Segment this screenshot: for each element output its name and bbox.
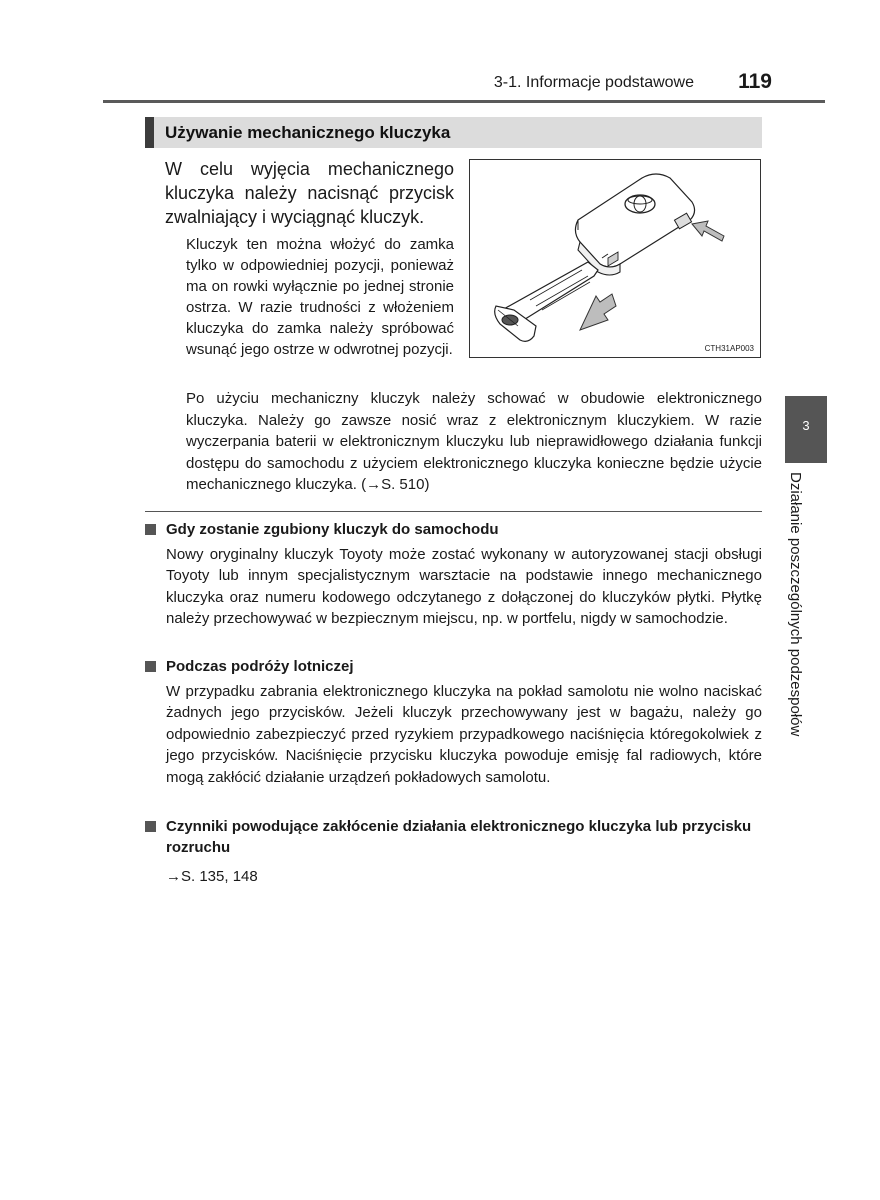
figure-code: CTH31AP003: [704, 344, 754, 353]
square-bullet-icon: [145, 821, 156, 832]
smart-key-fob-icon: [575, 174, 694, 275]
header-rule: [103, 100, 825, 103]
subsection-interference: [145, 816, 765, 887]
running-header: 3-1. Informacje podstawowe: [493, 74, 694, 91]
page-number: 119: [738, 70, 772, 93]
body-paragraph: Po użyciu mechaniczny kluczyk należy schować w obudowie elektronicznego kluczyka. Należy go zawsze nosić wraz z elektronicznym kluczykiem. W razie wyczerpania baterii w elektronicznym kluczyku lub nieprawidłowego działania funkcji dostępu do samochodu z użyciem elektronicznego kluczyka konieczne będzie użycie mechanicznego kluczyka. (→S. 510): [186, 390, 762, 494]
square-bullet-icon: [145, 524, 156, 535]
intro-text: W celu wyjęcia mechanicznego kluczyka należy nacisnąć przycisk zwalniający i wyciągnąć kluczyk.: [165, 159, 454, 227]
note-text: Kluczyk ten można włożyć do zamka tylko w odpowiedniej pozycji, ponieważ ma on rowki wyłącznie po jednej stronie ostrza. W razie trudności z włożeniem kluczyka do zamka należy spróbować wsunąć jego ostrze w odwrotnej pozycji.: [186, 236, 454, 358]
section-title: Używanie mechanicznego kluczyka: [165, 123, 451, 142]
subsection-body: W przypadku zabrania elektronicznego kluczyka na pokład samolotu nie wolno naciskać żadnych jego przycisków. Jeżeli kluczyk przechowywany jest w bagażu, należy go odpowiednio zabezpieczyć przed ryzykiem przypadkowego naciśnięcia któregokolwiek z jego przycisków. Naciśnięcie przycisku kluczyka powoduje emisję fal radiowych, które mogą zakłócić działanie urządzeń pokładowych samolotu.: [166, 683, 762, 786]
key-illustration: [469, 159, 761, 358]
section-separator: [145, 511, 762, 512]
subsection-body: Nowy oryginalny kluczyk Toyoty może zostać wykonany w autoryzowanej stacji obsługi Toyoty lub innym specjalistycznym warsztacie na podstawie innego mechanicznego kluczyka oraz numeru kodowego odczytanego z dołączonej do kluczyków płytki. Płytkę należy przechowywać w bezpiecznym miejscu, np. w portfelu, nigdy w samochodzie.: [166, 546, 762, 628]
subsection-heading: Czynniki powodujące zakłócenie działania elektronicznego kluczyka lub przycisku rozruchu: [166, 818, 752, 856]
section-heading-bar: [145, 117, 762, 148]
subsection-heading: Podczas podróży lotniczej: [166, 658, 354, 675]
chapter-label: Działanie poszczególnych podzespołów: [787, 472, 804, 737]
release-button-arrow-icon: [692, 221, 724, 241]
chapter-number: 3: [802, 418, 810, 433]
pull-direction-arrow-icon: [580, 294, 616, 330]
subsection-lost-key: [145, 519, 765, 630]
square-bullet-icon: [145, 661, 156, 672]
cross-reference: →S. 135, 148: [166, 868, 258, 885]
subsection-heading: Gdy zostanie zgubiony kluczyk do samochodu: [166, 521, 499, 538]
chapter-tab: [785, 396, 827, 463]
subsection-air-travel: [145, 656, 765, 788]
